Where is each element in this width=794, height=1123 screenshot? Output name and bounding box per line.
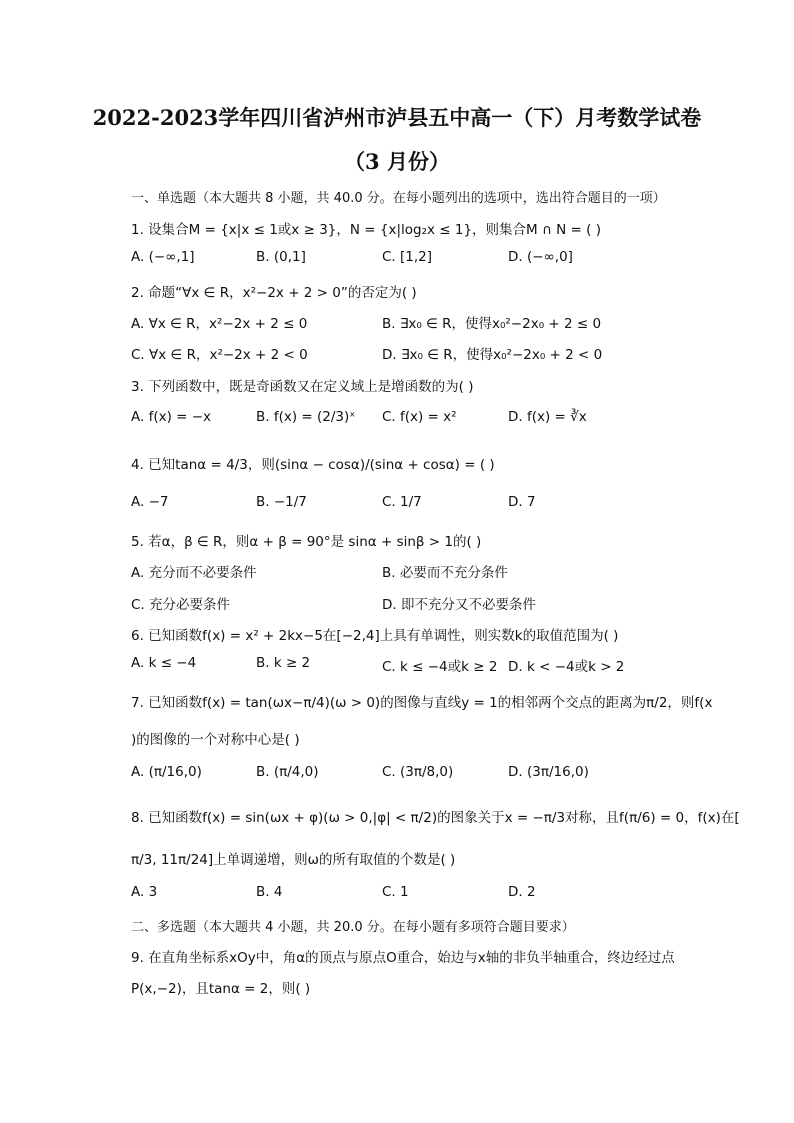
question-7-option-c: C. (3π/8,0) xyxy=(382,764,454,780)
question-3-option-a: A. f(x) = −x xyxy=(131,409,212,425)
question-5-option-d: D. 即不充分又不必要条件 xyxy=(382,597,536,613)
question-9-stem: 9. 在直角坐标系xOy中，角α的顶点与原点O重合，始边与x轴的非负半轴重合，终边经过点 xyxy=(131,950,675,966)
section-multi-choice-header: 二、多选题（本大题共 4 小题，共 20.0 分。在每小题有多项符合题目要求） xyxy=(131,920,575,935)
question-3-option-d: D. f(x) = ∛x xyxy=(508,409,587,425)
question-2-option-c: C. ∀x ∈ R，x²−2x + 2 < 0 xyxy=(131,347,308,363)
question-6-option-b: B. k ≥ 2 xyxy=(256,655,311,671)
question-4-option-b: B. −1/7 xyxy=(256,494,307,510)
question-1-option-b: B. (0,1] xyxy=(256,249,306,265)
question-5-stem: 5. 若α，β ∈ R，则α + β = 90°是 sinα + sinβ > 1的( ) xyxy=(131,534,482,550)
question-2-option-d: D. ∃x₀ ∈ R，使得x₀²−2x₀ + 2 < 0 xyxy=(382,347,603,363)
question-8-option-b: B. 4 xyxy=(256,884,283,900)
question-3-option-b: B. f(x) = (2/3)ˣ xyxy=(256,409,356,425)
question-8-option-c: C. 1 xyxy=(382,884,409,900)
question-7-stem-continued: )的图像的一个对称中心是( ) xyxy=(131,732,300,748)
question-2-option-b: B. ∃x₀ ∈ R，使得x₀²−2x₀ + 2 ≤ 0 xyxy=(382,316,602,332)
question-4-stem: 4. 已知tanα = 4/3，则(sinα − cosα)/(sinα + cosα) = ( ) xyxy=(131,457,495,473)
question-2-stem: 2. 命题“∀x ∈ R，x²−2x + 2 > 0”的否定为( ) xyxy=(131,285,417,301)
question-3-stem: 3. 下列函数中，既是奇函数又在定义域上是增函数的为( ) xyxy=(131,379,474,395)
question-7-option-a: A. (π/16,0) xyxy=(131,764,202,780)
question-1-option-c: C. [1,2] xyxy=(382,249,433,265)
question-8-option-a: A. 3 xyxy=(131,884,158,900)
question-8-stem: 8. 已知函数f(x) = sin(ωx + φ)(ω > 0,|φ| < π/2)的图象关于x = −π/3对称，且f(π/6) = 0，f(x)在[ xyxy=(131,810,740,826)
question-7-stem: 7. 已知函数f(x) = tan(ωx−π/4)(ω > 0)的图像与直线y = 1的相邻两个交点的距离为π/2，则f(x xyxy=(131,695,713,711)
question-8-stem-continued: π/3, 11π/24]上单调递增，则ω的所有取值的个数是( ) xyxy=(131,852,456,868)
question-4-option-a: A. −7 xyxy=(131,494,169,510)
question-2-option-a: A. ∀x ∈ R，x²−2x + 2 ≤ 0 xyxy=(131,316,308,332)
question-1-stem: 1. 设集合M = {x|x ≤ 1或x ≥ 3}，N = {x|log₂x ≤ 1}，则集合M ∩ N = ( ) xyxy=(131,222,601,238)
question-8-option-d: D. 2 xyxy=(508,884,536,900)
question-3-option-c: C. f(x) = x² xyxy=(382,409,457,425)
question-7-option-b: B. (π/4,0) xyxy=(256,764,319,780)
question-6-option-c: C. k ≤ −4或k ≥ 2 xyxy=(382,659,498,675)
question-6-stem: 6. 已知函数f(x) = x² + 2kx−5在[−2,4]上具有单调性，则实数k的取值范围为( ) xyxy=(131,628,619,644)
question-5-option-a: A. 充分而不必要条件 xyxy=(131,565,257,581)
page-title: 2022-2023学年四川省泸州市泸县五中高一（下）月考数学试卷 xyxy=(92,105,702,130)
page-subtitle: （3 月份） xyxy=(344,149,450,174)
question-4-option-c: C. 1/7 xyxy=(382,494,422,510)
question-7-option-d: D. (3π/16,0) xyxy=(508,764,589,780)
question-6-option-d: D. k < −4或k > 2 xyxy=(508,659,625,675)
section-single-choice-header: 一、单选题（本大题共 8 小题，共 40.0 分。在每小题列出的选项中，选出符合题目的一项） xyxy=(131,191,666,206)
question-4-option-d: D. 7 xyxy=(508,494,536,510)
question-5-option-c: C. 充分必要条件 xyxy=(131,597,231,613)
question-5-option-b: B. 必要而不充分条件 xyxy=(382,565,508,581)
question-1-option-d: D. (−∞,0] xyxy=(508,249,573,265)
question-9-stem-continued: P(x,−2)，且tanα = 2，则( ) xyxy=(131,981,311,997)
question-1-option-a: A. (−∞,1] xyxy=(131,249,195,265)
question-6-option-a: A. k ≤ −4 xyxy=(131,655,197,671)
